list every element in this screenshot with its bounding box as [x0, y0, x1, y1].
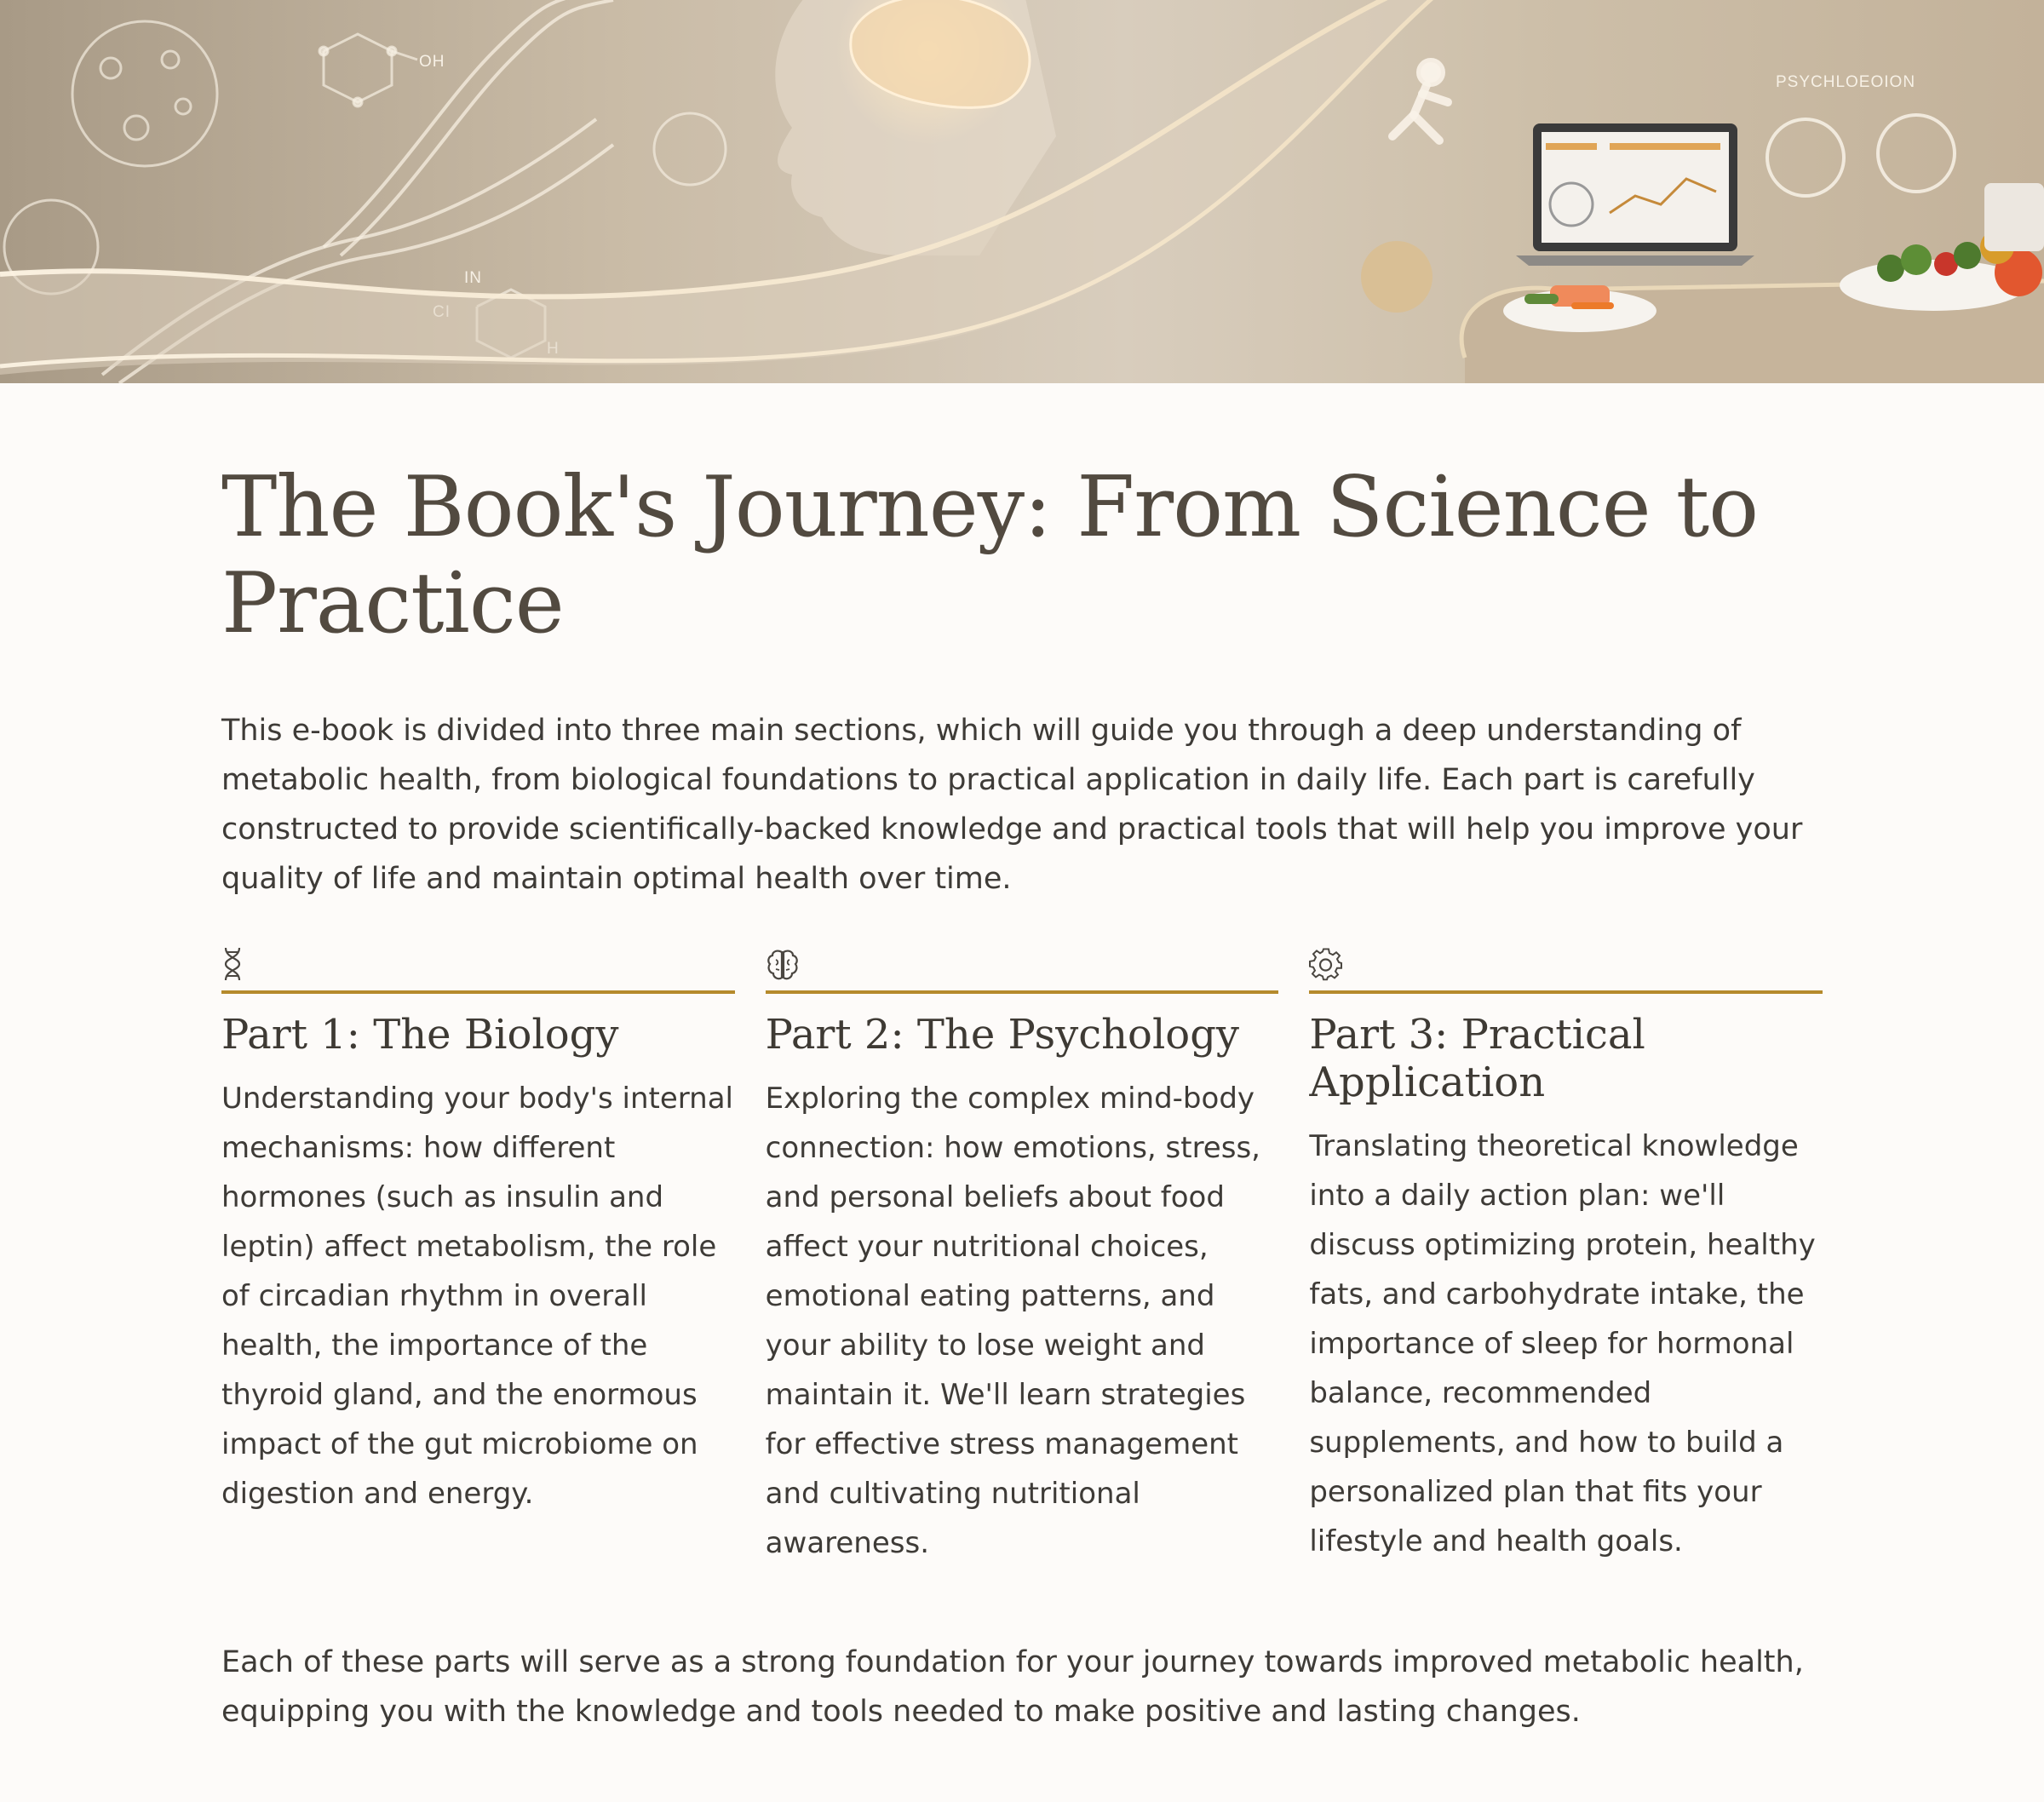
hero-banner-image [0, 0, 2044, 383]
ball-illustration [1361, 241, 1433, 313]
part-icon-row [1309, 944, 1823, 994]
part-description: Understanding your body's internal mechanisms: how different hormones (such as insulin and leptin) affect metabolism, the role of circadian rhythm in overall health, the importance of the thyroid gland, and the enormous impact of the gut microbiome on digestion and energy. [221, 1082, 733, 1511]
part-title: Part 2: The Psychology [765, 1011, 1240, 1059]
part-card-biology [221, 944, 735, 1568]
intro-paragraph: This e-book is divided into three main sections, which will guide you through a deep understanding of metabolic health, from biological foundations to practical application in daily life. Each part is carefully constructed to provide scientifically-backed knowledge and practical tools that will help you improve your quality of life and maintain optimal health over time. [221, 714, 1803, 896]
part-title: Part 3: Practical Application [1309, 1011, 1645, 1106]
part-title: Part 1: The Biology [221, 1011, 619, 1059]
dna-icon [221, 946, 244, 982]
mug-illustration [1984, 183, 2044, 251]
runner-figure-illustration [1392, 62, 1448, 141]
virus-illustration [4, 21, 726, 294]
hero-illustration [0, 0, 2044, 383]
main-content [221, 460, 1823, 1736]
banner-label: PSYCHLOEOION [1776, 73, 1916, 91]
part-card-psychology [766, 944, 1279, 1568]
chem-label: OH [419, 53, 445, 71]
part-icon-row [766, 944, 1279, 994]
chem-label: IN [464, 269, 482, 287]
closing-paragraph: Each of these parts will serve as a strong foundation for your journey towards improved metabolic health, equipping you with the knowledge and tools needed to make positive and lasting changes. [221, 1645, 1804, 1729]
fitness-icons-illustration [1767, 115, 1955, 196]
part-card-practical [1309, 944, 1823, 1568]
laptop-illustration [1516, 123, 1754, 266]
parts-grid [221, 944, 1823, 1568]
part-description: Translating theoretical knowledge into a daily action plan: we'll discuss optimizing protein, healthy fats, and carbohydrate intake, the importance of sleep for hormonal balance, recommended supplements, and how to build a personalized plan that fits your lifestyle and health goals. [1309, 1129, 1816, 1558]
page-title: The Book's Journey: From Science to Practice [221, 459, 1759, 652]
part-icon-row [221, 944, 735, 994]
part-description: Exploring the complex mind-body connection: how emotions, stress, and personal beliefs about food affect your nutritional choices, emotional eating patterns, and your ability to lose weight and maintain it. We'll learn strategies for effective stress management and cultivating nutritional awareness. [765, 1082, 1260, 1560]
brain-icon [766, 948, 800, 982]
gear-icon [1309, 948, 1343, 982]
